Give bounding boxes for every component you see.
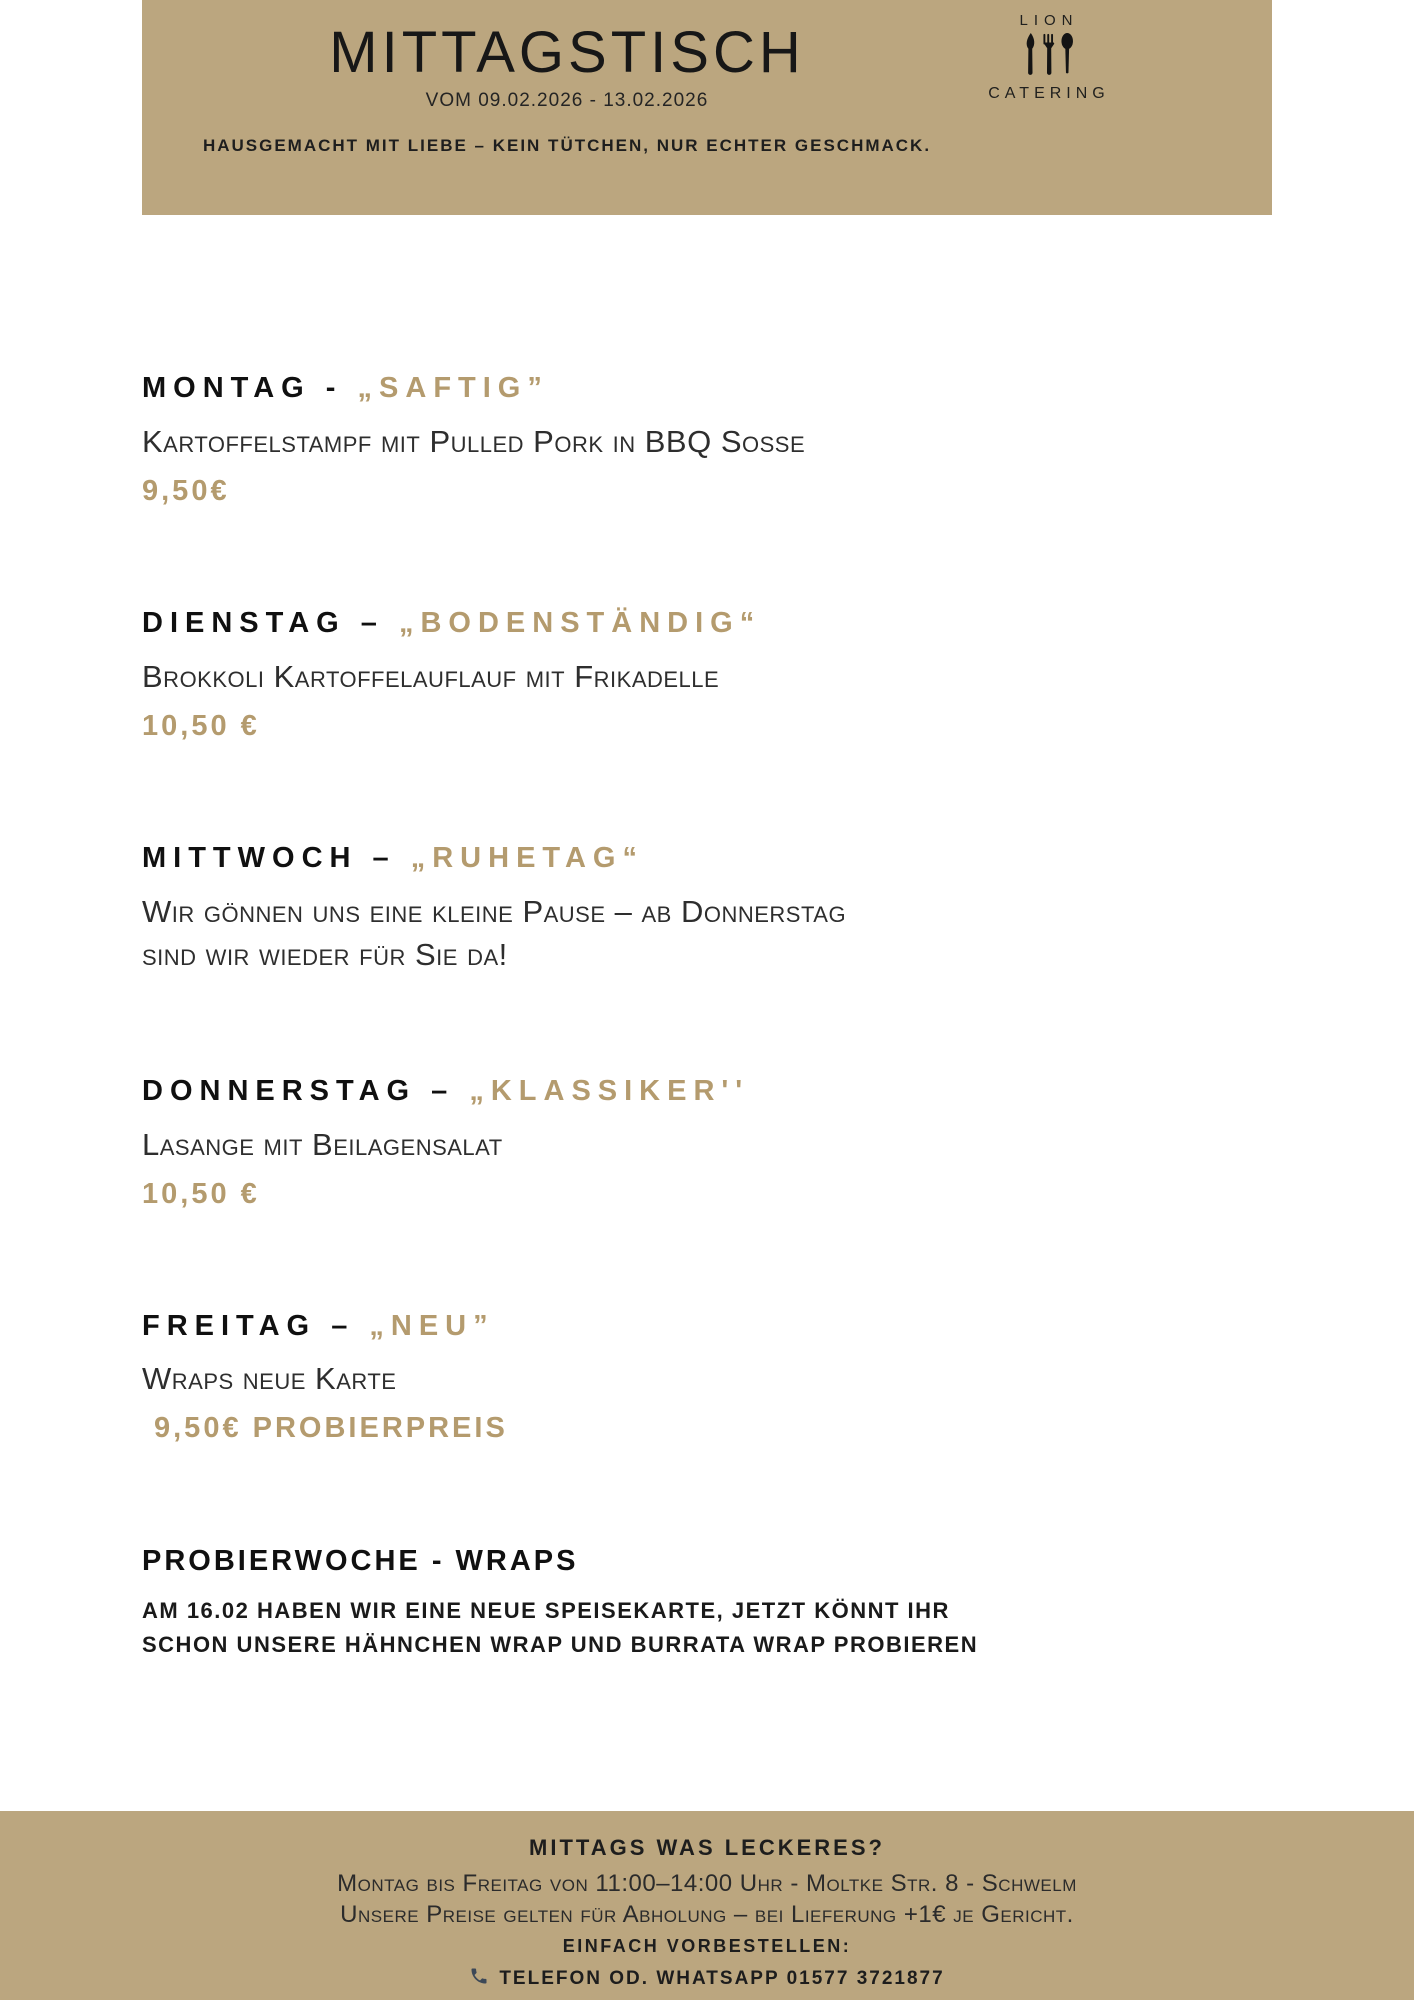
page-title: MITTAGSTISCH xyxy=(329,20,805,85)
section-mittwoch xyxy=(142,843,1292,976)
logo-name-label: LION xyxy=(1019,12,1079,29)
day-mood: „BODENSTÄNDIG“ xyxy=(398,606,762,639)
day-label: DIENSTAG xyxy=(142,606,346,639)
day-label: MONTAG xyxy=(142,372,311,404)
section-freitag xyxy=(142,1311,1292,1446)
footer-delivery-note: Unsere Preise gelten für Abholung – bei Lieferung +1€ je Gericht. xyxy=(340,1901,1074,1928)
day-heading xyxy=(142,1076,1292,1108)
price: 9,50€ xyxy=(142,474,230,507)
price: 9,50€ PROBIERPREIS xyxy=(154,1412,508,1445)
section-dienstag xyxy=(142,608,1292,743)
header-banner xyxy=(142,0,1272,215)
date-range: VOM 09.02.2026 - 13.02.2026 xyxy=(425,90,709,111)
header-text-block xyxy=(142,0,992,156)
dish-line: Wir gönnen uns eine kleine Pause – ab Donnerstag xyxy=(142,893,847,929)
day-separator: – xyxy=(360,606,384,639)
day-separator: – xyxy=(331,1309,355,1342)
day-mood: „NEU” xyxy=(369,1309,495,1342)
footer-banner xyxy=(0,1811,1414,2000)
dish-line: Kartoffelstampf mit Pulled Pork in BBQ Sosse xyxy=(142,423,806,459)
phone-row xyxy=(0,1966,1414,1992)
day-separator: - xyxy=(325,372,343,404)
day-label: MITTWOCH xyxy=(142,841,358,874)
promo-line: SCHON UNSERE HÄHNCHEN WRAP UND BURRATA WRAP PROBIEREN xyxy=(142,1632,979,1658)
day-label: DONNERSTAG xyxy=(142,1074,417,1107)
section-probierwoche xyxy=(142,1545,1292,1662)
day-mood: „SAFTIG” xyxy=(357,372,549,404)
logo-catering-label: CATERING xyxy=(988,85,1110,102)
dish-line: sind wir wieder für Sie da! xyxy=(142,936,508,972)
day-separator: – xyxy=(431,1074,455,1107)
footer-headline: MITTAGS WAS LECKERES? xyxy=(529,1835,885,1860)
logo xyxy=(974,12,1124,103)
tagline: HAUSGEMACHT MIT LIEBE – KEIN TÜTCHEN, NUR ECHTER GESCHMACK. xyxy=(202,136,932,155)
dish-line: Brokkoli Kartoffelauflauf mit Frikadelle xyxy=(142,658,720,694)
cutlery-icon xyxy=(974,32,1124,83)
dish-line: Wraps neue Karte xyxy=(142,1361,397,1397)
section-donnerstag xyxy=(142,1076,1292,1211)
day-heading xyxy=(142,608,1292,640)
preorder-label: EINFACH VORBESTELLEN: xyxy=(562,1936,852,1956)
promo-line: AM 16.02 HABEN WIR EINE NEUE SPEISEKARTE, JETZT KÖNNT IHR xyxy=(142,1598,950,1624)
day-heading xyxy=(142,1311,1292,1343)
day-label: FREITAG xyxy=(142,1309,317,1342)
day-mood: „KLASSIKER'' xyxy=(469,1074,750,1107)
day-heading xyxy=(142,843,1292,875)
phone-label: TELEFON OD. WHATSAPP 01577 3721877 xyxy=(499,1968,945,1989)
footer-hours: Montag bis Freitag von 11:00–14:00 Uhr - Moltke Str. 8 - Schwelm xyxy=(337,1870,1077,1897)
price: 10,50 € xyxy=(142,1177,260,1210)
phone-icon xyxy=(469,1966,489,1992)
day-separator: – xyxy=(372,841,396,874)
menu-body xyxy=(142,215,1292,1762)
promo-title: PROBIERWOCHE - WRAPS xyxy=(142,1545,579,1578)
day-heading xyxy=(142,373,1292,405)
day-mood: „RUHETAG“ xyxy=(410,841,644,874)
price: 10,50 € xyxy=(142,709,260,742)
section-montag xyxy=(142,373,1292,508)
dish-line: Lasange mit Beilagensalat xyxy=(142,1126,503,1162)
